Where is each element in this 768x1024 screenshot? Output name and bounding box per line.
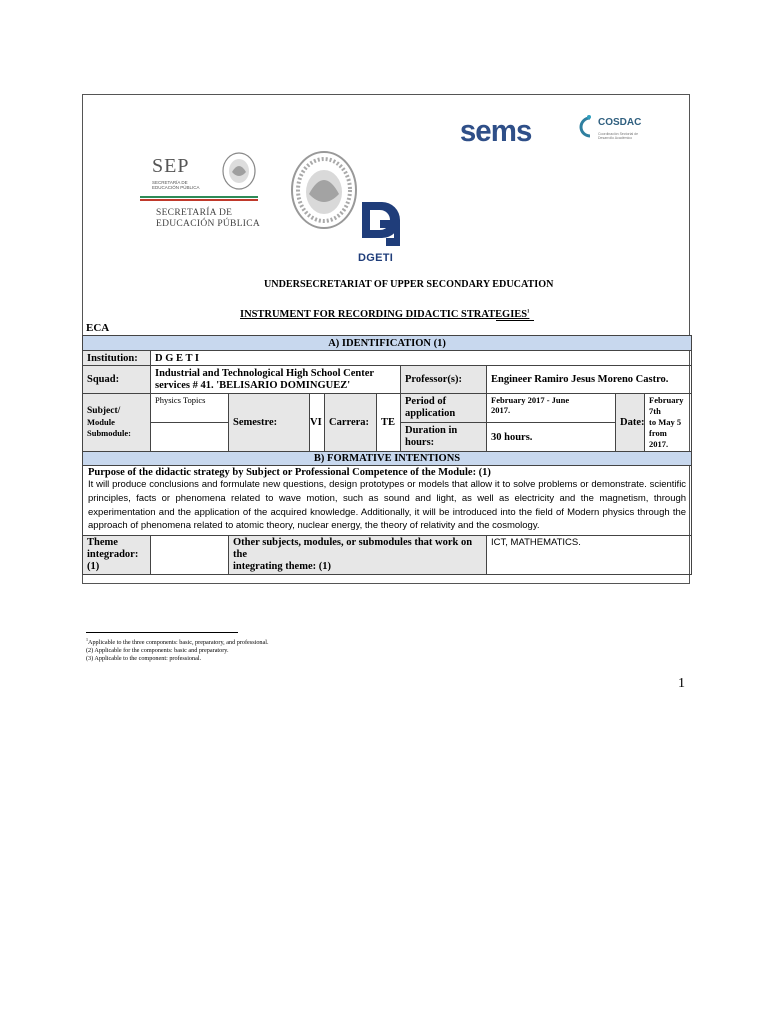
footnote-3: (3) Applicable to the component: professional. xyxy=(86,655,202,663)
date-value xyxy=(645,394,692,452)
theme-label-line-1: Theme xyxy=(87,537,118,549)
date-value-line-1: February 7th xyxy=(649,395,684,416)
mexico-seal-small-icon xyxy=(220,150,258,192)
purpose-body: It will produce conclusions and formulate new questions, design prototypes or models that allow it to solve problems or demonstrate. scientific principles, facts or phenomena related to wave motion, such as sound and light, as well as electricity and the magnetism, through experimentation and the application of the acquired knowledge. Additionally, it will be introduced into the field of Modern physics through the approach of phenomena related to atomic theory, nuclear energy, the theory of relativity and the cosmology. xyxy=(88,479,687,532)
formative-band: B) FORMATIVE INTENTIONS xyxy=(83,452,692,466)
sep-small-line-2: EDUCACIÓN PÚBLICA xyxy=(152,185,200,190)
sep-red-bar xyxy=(140,199,258,201)
theme-label-line-2: integrador: (1) xyxy=(87,549,139,573)
sep-small-line-1: SECRETARÍA DE xyxy=(152,180,188,185)
semestre-label: Semestre: xyxy=(229,394,310,452)
duration-label xyxy=(401,423,487,452)
instrument-underline xyxy=(496,320,534,321)
squad-value xyxy=(151,366,401,394)
other-subjects-value: ICT, MATHEMATICS. xyxy=(487,536,692,575)
period-value xyxy=(487,394,616,423)
purpose-cell xyxy=(83,466,692,536)
other-subjects-label xyxy=(229,536,487,575)
subject-label xyxy=(83,394,151,452)
sep-big-line-1: SECRETARÍA DE xyxy=(156,208,233,218)
subject-label-line-1: Subject/ xyxy=(87,406,121,416)
page-number: 1 xyxy=(678,676,685,691)
sep-big-text xyxy=(156,208,260,230)
theme-value xyxy=(151,536,229,575)
other-subjects-label-line-1: Other subjects, modules, or submodules that work on the xyxy=(233,537,473,561)
duration-label-line-1: Duration in xyxy=(405,425,458,436)
period-value-line-2: 2017. xyxy=(491,405,511,415)
other-subjects-label-line-2: integrating theme: (1) xyxy=(233,561,331,573)
footnote-separator xyxy=(86,632,238,633)
footnote-1-text: Applicable to the three components: basic, preparatory, and professional. xyxy=(88,639,269,647)
dgeti-word: DGETI xyxy=(358,252,394,264)
carrera-value: TE xyxy=(377,394,401,452)
subsecretariat-heading: UNDERSECRETARIAT OF UPPER SECONDARY EDUCATION xyxy=(264,278,554,290)
theme-label xyxy=(83,536,151,575)
duration-value: 30 hours. xyxy=(487,423,616,452)
footnote-1-ref: 1 xyxy=(86,637,88,642)
mexico-seal-large-icon xyxy=(289,148,359,232)
institution-value: D G E T I xyxy=(151,351,692,366)
dgeti-mark-icon xyxy=(358,196,404,252)
footnotes xyxy=(86,636,269,664)
professor-label: Professor(s): xyxy=(401,366,487,394)
period-label xyxy=(401,394,487,423)
dgeti-logo xyxy=(358,196,404,276)
sep-green-bar xyxy=(140,196,258,198)
period-label-line-2: application xyxy=(405,408,456,419)
cosdac-logo xyxy=(576,112,644,148)
subject-label-line-3: Submodule: xyxy=(87,428,131,438)
cosdac-name: COSDAC xyxy=(598,117,642,128)
sep-word: SEP xyxy=(152,155,190,177)
instrument-heading-text: INSTRUMENT FOR RECORDING DIDACTIC STRATEGIES xyxy=(240,308,528,320)
instrument-heading xyxy=(240,308,529,320)
subject-value: Physics Topics xyxy=(151,394,229,423)
purpose-title: Purpose of the didactic strategy by Subject or Professional Competence of the Module: (1) xyxy=(88,467,491,478)
footnote-2: (2) Applicable for the components: basic and preparatory. xyxy=(86,647,229,655)
squad-value-line-1: Industrial and Technological High School Center xyxy=(155,367,375,379)
sep-big-line-2: EDUCACIÓN PÚBLICA xyxy=(156,219,261,229)
period-label-line-1: Period of xyxy=(405,396,447,407)
footnote-1 xyxy=(86,636,269,647)
carrera-label: Carrera: xyxy=(325,394,377,452)
duration-label-line-2: hours: xyxy=(405,437,435,448)
semestre-value: VI xyxy=(310,394,325,452)
date-label: Date: xyxy=(616,394,645,452)
squad-value-line-2: services # 41. 'BELISARIO DOMINGUEZ' xyxy=(155,379,351,391)
professor-value: Engineer Ramiro Jesus Moreno Castro. xyxy=(487,366,692,394)
subject-value-blank xyxy=(151,423,229,452)
subject-label-line-2: Module xyxy=(87,417,115,427)
instrument-footnote-ref: 1 xyxy=(527,309,530,315)
cosdac-subtitle: Coordinación Sectorial de Desarrollo Académico xyxy=(598,132,639,140)
cosdac-mark-icon xyxy=(576,114,596,142)
sep-small-text xyxy=(152,180,200,190)
eca-label: ECA xyxy=(86,322,110,334)
date-value-line-3: from 2017. xyxy=(649,428,669,449)
squad-label: Squad: xyxy=(83,366,151,394)
sems-logo: sems xyxy=(459,113,532,148)
strategy-table xyxy=(82,335,692,575)
date-value-line-2: to May 5 xyxy=(649,417,682,427)
identification-band: A) IDENTIFICATION (1) xyxy=(83,336,692,351)
institution-label: Institution: xyxy=(83,351,151,366)
period-value-line-1: February 2017 - June xyxy=(491,395,570,405)
